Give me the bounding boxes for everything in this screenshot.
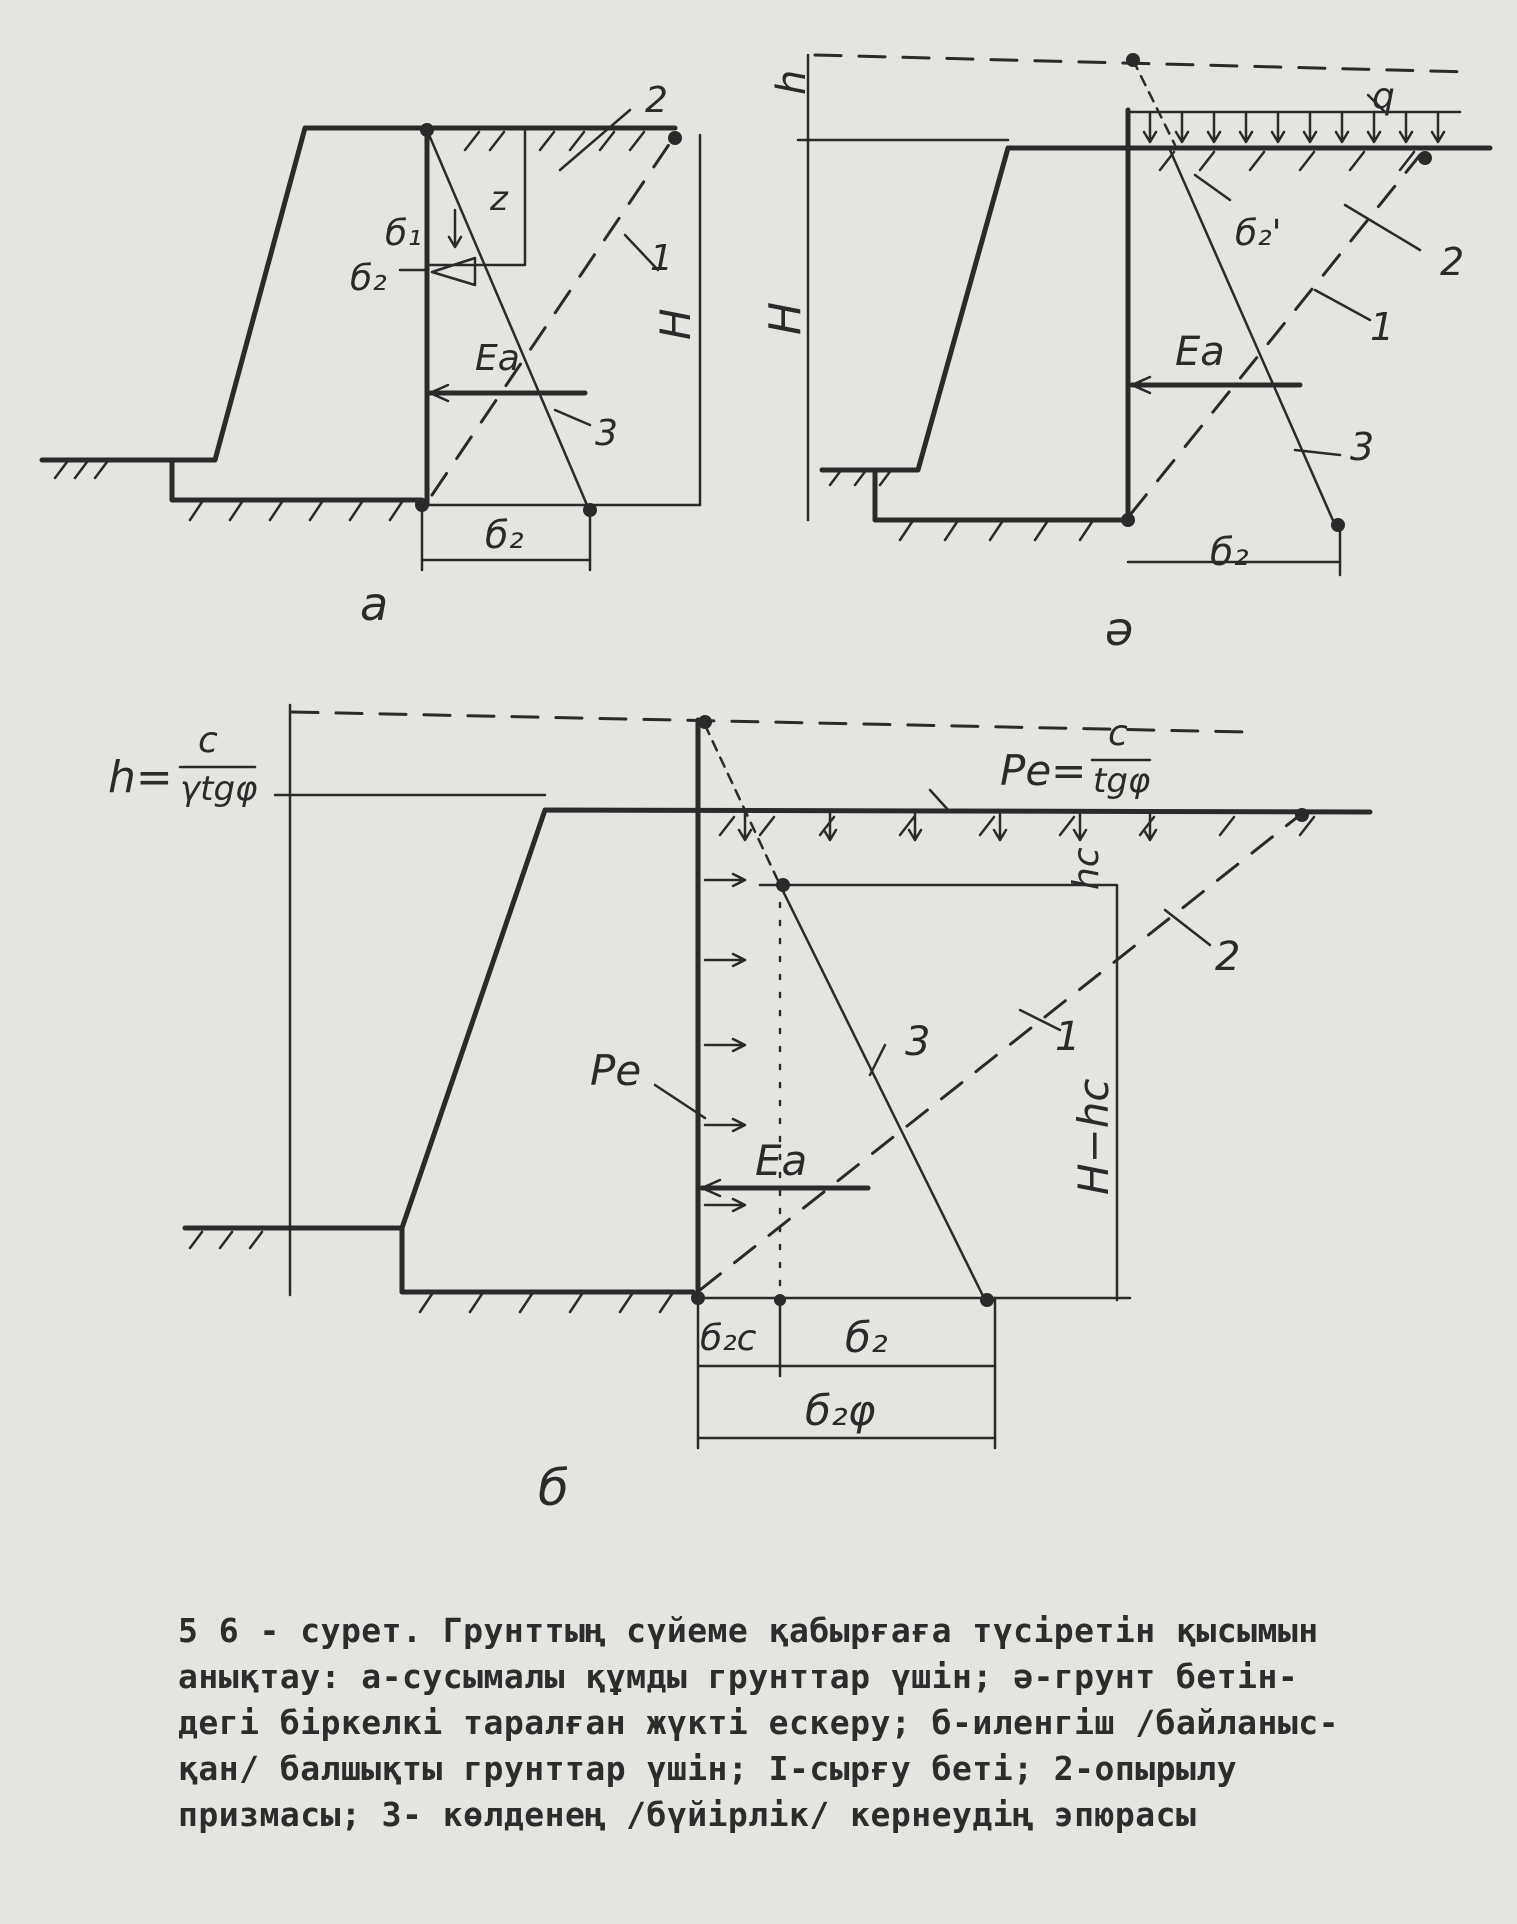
cohesion-height-line-b [292, 712, 1245, 732]
leader-3-b [870, 1045, 885, 1075]
point-a-base [415, 498, 429, 512]
caption-line: анықтау: а-сусымалы құмды грунттар үшін; ә-грунт бетін- [178, 1657, 1299, 1696]
label-h-formula-b: h= [108, 752, 173, 803]
label-pe-num-b: c [1108, 713, 1128, 754]
label-h-den-b: γtgφ [180, 769, 258, 809]
stress-dash-b [705, 725, 780, 885]
label-sigma2c-b: б₂c [700, 1318, 757, 1359]
label-3-b: 3 [905, 1019, 931, 1065]
stress-dash-ae [1133, 60, 1175, 145]
leader-2-ae [1345, 205, 1420, 250]
label-hc-b: hc [1066, 847, 1107, 890]
point-b-sigma2c [774, 1294, 786, 1306]
panel-a [42, 80, 700, 631]
label-2-a: 2 [645, 80, 668, 121]
leader-1-b [1020, 1010, 1060, 1030]
label-height-b: H−hc [1069, 1078, 1118, 1195]
label-height-a: H [651, 308, 700, 340]
label-sigma2top-ae: б₂' [1235, 213, 1282, 254]
label-ea-a: Ea [475, 338, 520, 379]
point-a-stress [583, 503, 597, 517]
leader-2-a [560, 110, 630, 170]
slip-plane-a [432, 140, 672, 495]
point-a-top [420, 123, 434, 137]
label-h-ae: h [769, 69, 815, 95]
label-ea-ae: Ea [1175, 329, 1225, 375]
caption-line: дегі біркелкі таралған жүкті ескеру; б-иленгіш /байланыс- [178, 1703, 1339, 1742]
load-pe-arrows-b [739, 812, 1156, 840]
label-h-num-b: c [198, 720, 218, 761]
label-sigma1-a: б₁ [385, 213, 422, 254]
wall-a-footing [172, 460, 422, 500]
label-1-a: 1 [650, 238, 673, 279]
load-height-line-ae [815, 55, 1470, 72]
hc-box-b [760, 885, 1117, 1300]
caption-line: 5 6 - сурет. Грунттың сүйеме қабырғаға түсіретін қысымын [178, 1611, 1319, 1650]
point-ae-stress [1331, 518, 1345, 532]
label-sigma2phi-b: б₂φ [805, 1386, 876, 1435]
point-b-slip-top [1295, 808, 1309, 822]
ground-hatch-b [190, 817, 1314, 1312]
point-b-stress [980, 1293, 994, 1307]
wall-b-footing [402, 1228, 693, 1292]
point-a-slip-top [668, 131, 682, 145]
ground-hatch-ae [830, 152, 1414, 540]
pressure-pe-arrows-b [705, 874, 745, 1211]
label-3-ae: 3 [1350, 425, 1375, 469]
panel-ae [760, 53, 1490, 656]
label-3-a: 3 [595, 413, 618, 454]
label-sigma2-base-ae: б₂ [1210, 530, 1249, 574]
leader-3-a [555, 410, 590, 425]
point-ae-top [1126, 53, 1140, 67]
figure-caption [178, 1608, 1418, 1838]
point-b-top [698, 715, 712, 729]
panel-label-b: б [538, 1459, 569, 1517]
stress-epure-b [780, 885, 985, 1300]
panel-b [108, 705, 1370, 1517]
caption-line: қан/ балшықты грунттар үшін; І-сырғу беті; 2-опырылу [178, 1749, 1238, 1788]
label-height-ae: H [760, 301, 811, 335]
point-b-base [691, 1291, 705, 1305]
panel-label-a: a [360, 577, 389, 631]
sigma2-triangle-a [432, 258, 475, 285]
label-pe-den-b: tgφ [1093, 761, 1151, 801]
leader-sigma2top-ae [1195, 175, 1230, 200]
leader-2-b [1165, 910, 1210, 945]
point-ae-base [1121, 513, 1135, 527]
point-ae-slip-top [1418, 151, 1432, 165]
load-q-arrows-ae [1144, 112, 1444, 142]
label-2-ae: 2 [1440, 240, 1465, 284]
wall-ae-footing [875, 470, 1128, 520]
label-sigma2-base-a: б₂ [485, 513, 524, 557]
label-q-ae: q [1372, 76, 1395, 117]
point-b-hc [776, 878, 790, 892]
label-sigma2-side-a: б₂ [350, 258, 387, 299]
panel-label-ae: ә [1105, 602, 1134, 656]
label-pe-formula-b: Pe= [1000, 746, 1087, 795]
label-2-b: 2 [1215, 934, 1241, 980]
label-1-ae: 1 [1370, 305, 1395, 349]
label-sigma2-b: б₂ [845, 1313, 888, 1362]
label-1-b: 1 [1055, 1014, 1081, 1060]
leader-1-ae [1315, 290, 1370, 320]
label-ea-b: Ea [755, 1136, 808, 1185]
caption-line: призмасы; 3- көлденең /бүйірлік/ кернеудің эпюрасы [178, 1795, 1197, 1834]
label-pe-b: Pe [590, 1046, 642, 1095]
label-z-a: z [490, 179, 508, 219]
